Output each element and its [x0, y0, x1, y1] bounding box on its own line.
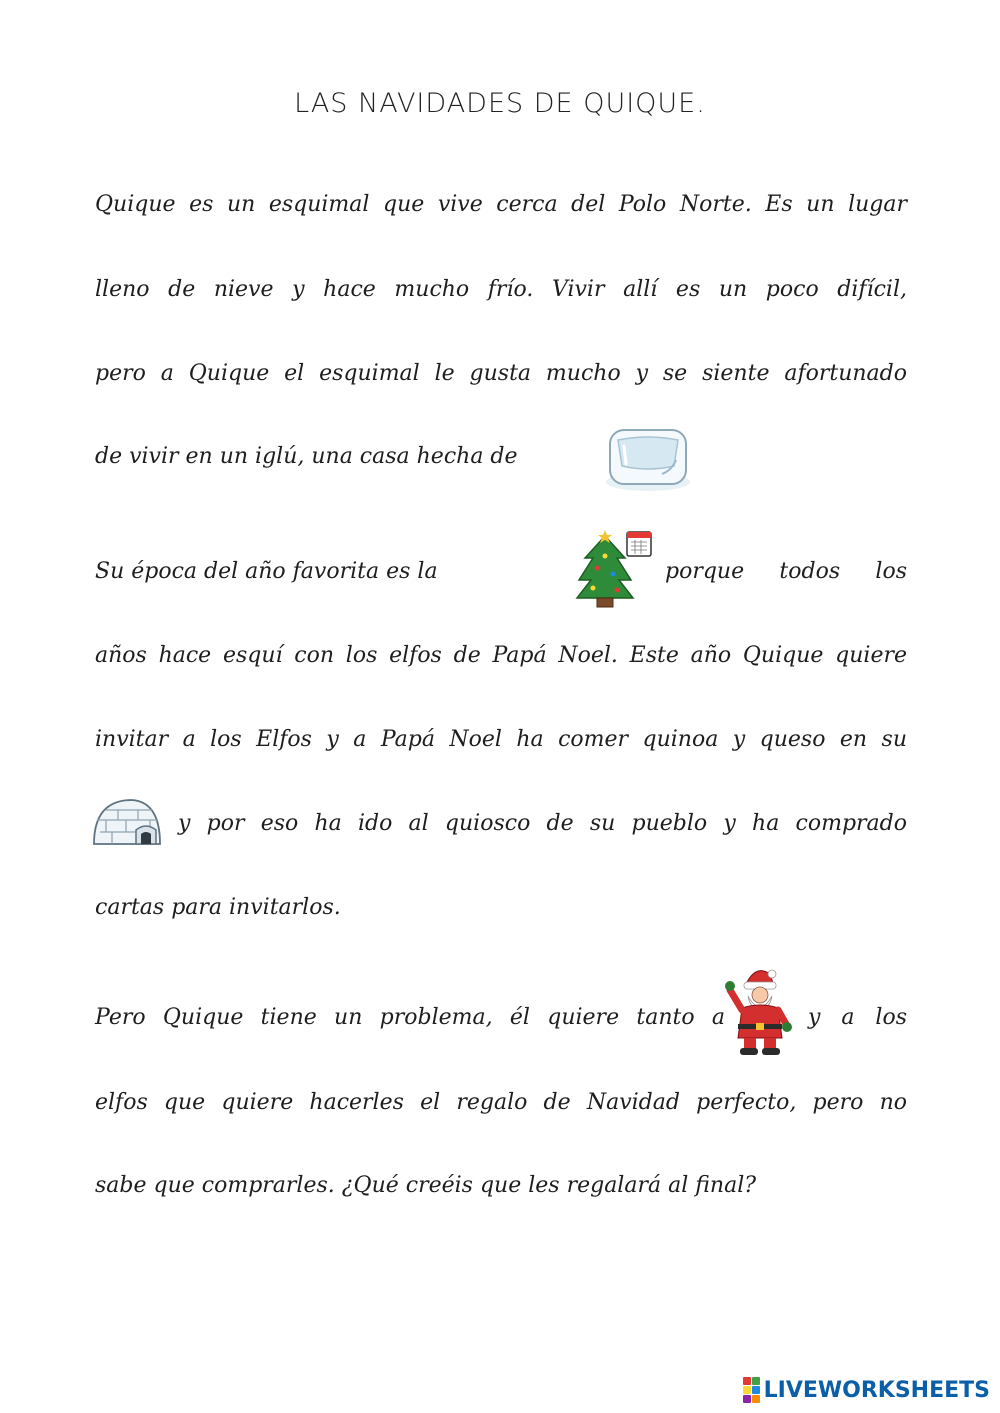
text-line: y a los [808, 1005, 907, 1030]
santa-claus-icon [724, 962, 794, 1058]
page-title: LAS NAVIDADES DE QUIQUE. [294, 88, 706, 119]
text-line: de vivir en un iglú, una casa hecha de [95, 444, 518, 469]
christmas-tree-icon [575, 528, 657, 608]
text-line: cartas para invitarlos. [95, 895, 341, 920]
text-line: Su época del año favorita es la [95, 559, 438, 584]
igloo-icon [92, 796, 162, 848]
text-line: y por eso ha ido al quiosco de su pueblo y ha comprado [178, 811, 907, 836]
text-line: sabe que comprarles. ¿Qué creéis que les regalará al final? [95, 1173, 757, 1198]
text-line: Quique es un esquimal que vive cerca del Polo Norte. Es un lugar [95, 192, 907, 217]
ice-cube-icon [602, 424, 694, 494]
text-line: elfos que quiere hacerles el regalo de Navidad perfecto, pero no [95, 1090, 907, 1115]
text-line: Pero Quique tiene un problema, él quiere tanto a [95, 1005, 725, 1030]
text-line: invitar a los Elfos y a Papá Noel ha comer quinoa y queso en su [95, 727, 907, 752]
liveworksheets-mark-icon [743, 1377, 760, 1403]
liveworksheets-text: LIVEWORKSHEETS [763, 1377, 990, 1403]
text-line: lleno de nieve y hace mucho frío. Vivir allí es un poco difícil, [95, 277, 907, 302]
liveworksheets-logo [743, 1377, 990, 1403]
text-line: pero a Quique el esquimal le gusta mucho y se siente afortunado [95, 361, 907, 386]
text-line: porque todos los [665, 559, 907, 584]
text-line: años hace esquí con los elfos de Papá Noel. Este año Quique quiere [95, 643, 907, 668]
